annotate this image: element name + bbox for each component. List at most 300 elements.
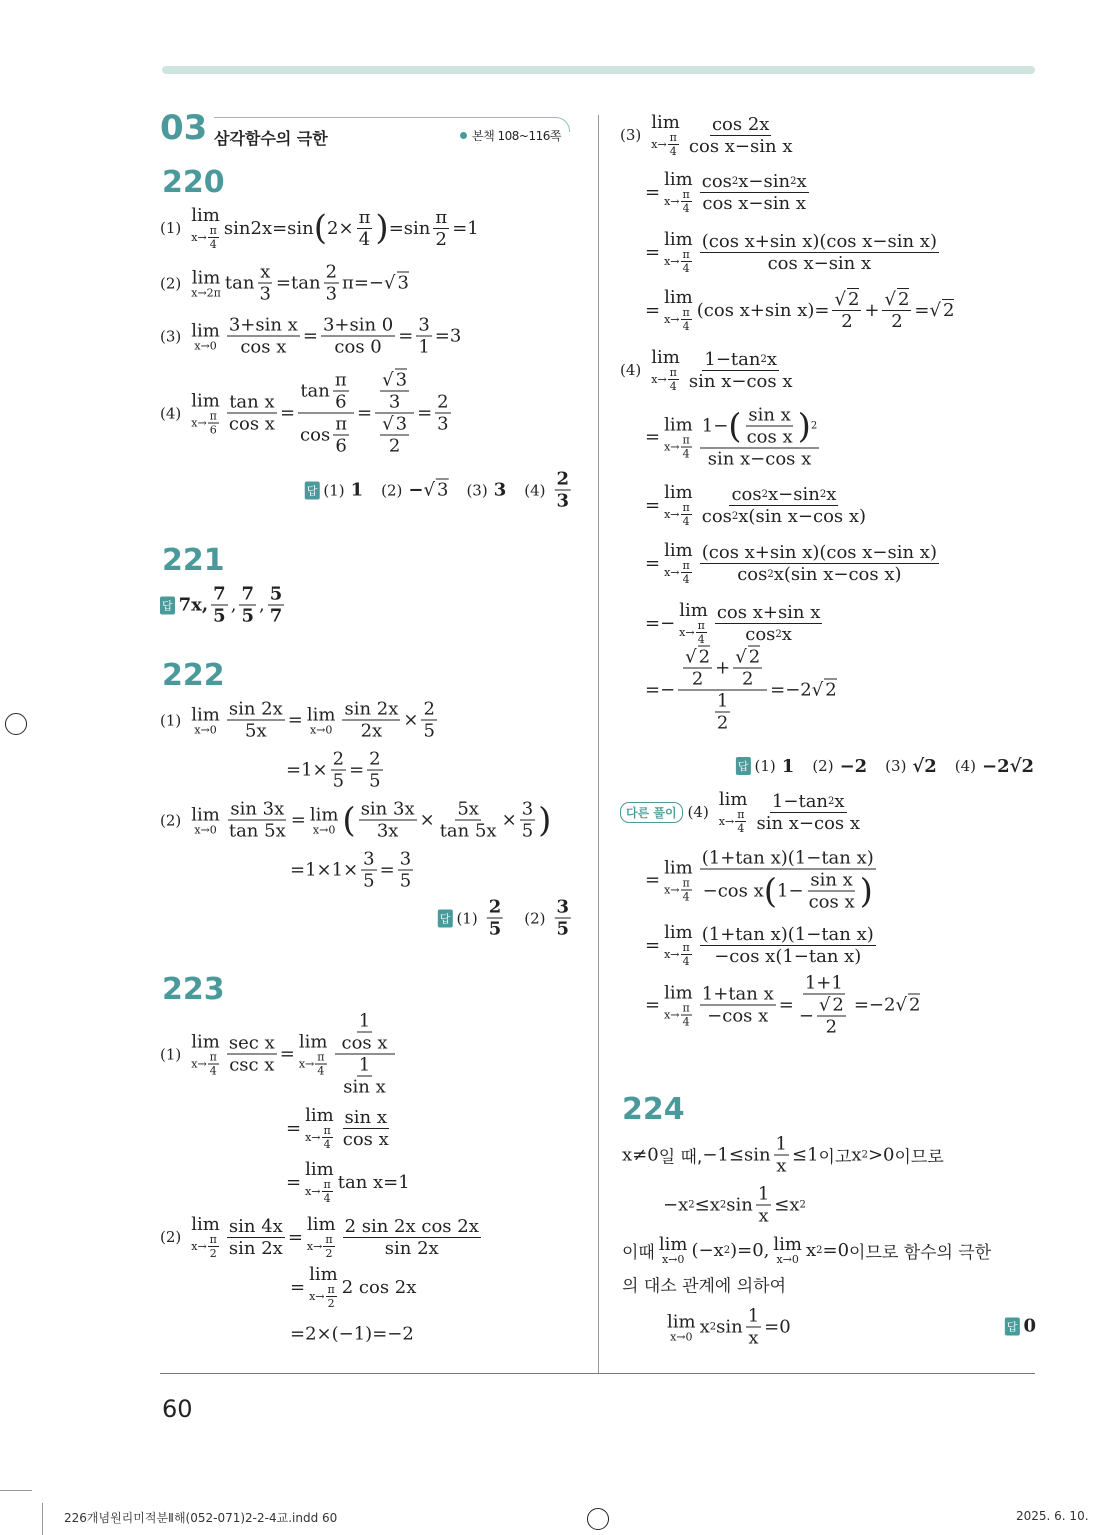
answer-line	[1005, 1316, 1036, 1337]
numerator	[678, 647, 767, 691]
math-text: x→	[651, 138, 667, 151]
equation	[622, 1134, 944, 1177]
lim-word: lim	[309, 1264, 338, 1285]
lim-word: lim	[664, 169, 693, 190]
bold-answer: −2√2	[982, 755, 1034, 777]
numerator	[322, 1178, 333, 1192]
math-text: 2	[423, 698, 435, 720]
footer-filename: 226개념원리미적분Ⅱ해(052-071)2-2-4교.indd 60	[64, 1511, 338, 1525]
denominator	[361, 871, 376, 892]
part-label: (2)	[160, 1228, 182, 1246]
math-text: cos x	[746, 426, 793, 448]
lim-word: lim	[664, 857, 693, 878]
limit-subscript	[194, 823, 216, 836]
numerator	[268, 584, 285, 606]
numerator	[322, 1124, 333, 1138]
numerator	[681, 306, 692, 320]
superscript: 2	[810, 420, 818, 432]
fraction	[681, 1001, 692, 1028]
math-text: (−x	[691, 1239, 724, 1261]
limit	[651, 347, 680, 393]
fraction	[700, 848, 876, 913]
fraction	[807, 870, 857, 913]
korean-text: 일 때,	[658, 1147, 703, 1168]
numerator	[729, 484, 838, 506]
lim-word: lim	[191, 205, 220, 226]
numerator	[681, 501, 692, 515]
math-text: cos	[701, 505, 732, 527]
limit	[664, 169, 693, 215]
numerator	[359, 799, 417, 821]
math-text: 6	[209, 423, 217, 436]
bold-answer: 3	[556, 896, 569, 918]
radical-sign: √	[382, 369, 394, 391]
equation	[645, 848, 879, 913]
equation	[286, 1159, 410, 1205]
part-label: (4)	[524, 481, 546, 499]
numerator	[326, 1283, 337, 1297]
part-label: (2)	[524, 909, 546, 927]
math-text: =0	[764, 1316, 791, 1338]
numerator	[208, 409, 219, 423]
math-text: x	[796, 170, 807, 192]
math-text: 4	[682, 447, 690, 460]
bold-answer: 0	[1023, 1315, 1036, 1337]
equation	[622, 1272, 786, 1297]
denominator	[839, 311, 854, 332]
math-text: x→	[664, 883, 680, 896]
bullet-icon	[460, 132, 467, 139]
limit-subscript	[664, 501, 693, 528]
math-text: 4	[323, 1138, 331, 1151]
chapter-number: 03	[160, 108, 208, 148]
math-text: csc x	[229, 1054, 275, 1076]
bold-answer: 1	[781, 755, 795, 777]
numerator	[803, 973, 845, 995]
part-label: (1)	[754, 757, 776, 775]
math-text: sin	[726, 1194, 753, 1216]
denominator	[341, 1129, 391, 1150]
fraction	[715, 691, 730, 734]
denominator	[668, 145, 679, 158]
denominator	[315, 1064, 326, 1077]
math-text: =	[645, 552, 661, 574]
fraction	[380, 414, 409, 457]
denominator	[387, 392, 402, 413]
math-text: −	[798, 1005, 814, 1027]
lim-word: lim	[664, 287, 693, 308]
superscript: 2	[790, 175, 797, 187]
lim-word: lim	[191, 390, 220, 411]
bold-answer: 2	[556, 468, 569, 490]
answer-badge: 답	[1005, 1317, 1020, 1335]
limit	[191, 205, 220, 251]
numerator	[375, 370, 414, 414]
denominator	[701, 870, 875, 913]
numerator	[487, 897, 504, 919]
math-text: 4	[737, 822, 745, 835]
answer-line	[736, 753, 1034, 779]
math-text: π	[682, 433, 690, 446]
fraction	[681, 941, 692, 968]
footer-date: 2025. 6. 10.	[1016, 1509, 1089, 1523]
math-text: x→	[664, 948, 680, 961]
denominator	[227, 414, 277, 435]
math-text: 1−tan	[771, 790, 829, 812]
math-text: x	[758, 1205, 769, 1227]
fraction	[554, 469, 571, 512]
math-text	[506, 905, 524, 931]
numerator	[700, 848, 876, 870]
lim-word: lim	[305, 1159, 334, 1180]
textbook-reference	[460, 127, 561, 144]
numerator	[380, 370, 409, 392]
math-text: x→	[191, 1057, 207, 1070]
math-text: =	[914, 299, 930, 321]
numerator	[357, 207, 373, 229]
denominator	[754, 813, 862, 834]
math-text: =1	[452, 217, 479, 239]
math-text: =	[357, 402, 373, 424]
math-text: 1	[418, 336, 430, 358]
math-text: cos x	[808, 891, 855, 913]
denominator	[416, 337, 431, 358]
numerator	[357, 1011, 372, 1033]
limit-subscript	[651, 131, 680, 158]
math-text: ×	[403, 709, 419, 731]
big-paren: (	[313, 208, 328, 248]
denominator	[520, 821, 535, 842]
math-text: 3	[521, 798, 534, 820]
denominator	[387, 436, 402, 457]
denominator	[774, 1156, 788, 1177]
denominator	[756, 1206, 770, 1227]
math-text: x(sin x−cos x)	[738, 505, 867, 527]
superscript: 2	[760, 353, 767, 365]
math-text: (cos x+sin x)(cos x−sin x)	[701, 230, 937, 252]
fraction	[227, 1216, 285, 1259]
denominator	[554, 491, 571, 512]
radical-sign: √	[384, 272, 396, 294]
math-text: 5	[399, 870, 412, 892]
equation	[645, 540, 942, 586]
radical-sign: √	[735, 646, 747, 668]
math-text: sin	[716, 1316, 743, 1338]
limit	[664, 857, 693, 903]
limit-subscript	[307, 1233, 336, 1260]
bold-answer: √2	[912, 755, 937, 777]
numerator	[208, 1050, 219, 1064]
denominator	[341, 1077, 387, 1098]
denominator	[746, 1328, 760, 1349]
fraction	[756, 1184, 771, 1227]
square-root	[735, 647, 760, 668]
part-label: (3)	[466, 481, 488, 499]
numerator	[681, 559, 692, 573]
fraction	[380, 370, 409, 413]
lim-word: lim	[658, 1234, 688, 1255]
radicand: 3	[395, 369, 408, 391]
math-text: 4	[682, 1015, 690, 1028]
math-text: cos x	[341, 1032, 388, 1054]
fraction	[315, 1050, 326, 1077]
fraction	[435, 392, 450, 435]
bold-answer: 7	[213, 583, 226, 605]
part-label: (1)	[160, 711, 182, 729]
math-text: −x	[663, 1194, 689, 1216]
numerator	[367, 749, 382, 771]
math-text: 1	[358, 1054, 371, 1076]
numerator	[211, 584, 228, 606]
math-text: =	[287, 1226, 303, 1248]
lim-word: lim	[191, 1214, 220, 1235]
radicand: 2	[825, 679, 837, 701]
denominator	[359, 721, 385, 742]
math-text: =−2	[770, 679, 812, 701]
superscript: 2	[719, 1199, 727, 1211]
math-text: =−2	[853, 994, 896, 1016]
superscript: 2	[709, 1321, 717, 1333]
fraction	[700, 231, 939, 274]
limit	[191, 1031, 220, 1077]
math-text: 3+sin x	[228, 314, 298, 336]
fraction	[321, 315, 395, 358]
fraction	[208, 409, 219, 436]
denominator	[696, 633, 707, 646]
fraction	[520, 799, 535, 842]
fraction	[700, 484, 868, 527]
denominator	[227, 821, 288, 842]
equation	[645, 229, 942, 275]
superscript: 2	[861, 1149, 868, 1161]
limit	[310, 804, 339, 836]
denominator	[239, 606, 256, 627]
denominator	[889, 311, 904, 332]
numerator	[715, 691, 730, 713]
math-text: sin 3x	[360, 798, 415, 820]
math-text: x→	[309, 1290, 325, 1303]
radicand: 2	[897, 288, 910, 310]
fraction	[683, 647, 712, 690]
part-label: (2)	[160, 274, 182, 292]
denominator	[690, 669, 705, 690]
bold-answer: 1	[350, 479, 364, 501]
page-number: 60	[162, 1395, 193, 1423]
equation	[160, 799, 551, 842]
fraction	[398, 849, 413, 892]
korean-text: 이므로 함수의 극한	[849, 1242, 992, 1263]
math-text: 5	[332, 770, 345, 792]
denominator	[243, 721, 269, 742]
limit-subscript	[664, 1001, 693, 1028]
fraction	[681, 501, 692, 528]
lim-word: lim	[773, 1234, 802, 1255]
numerator	[756, 1184, 771, 1206]
math-text: 2	[325, 1247, 333, 1260]
math-text: 3	[325, 283, 338, 305]
fraction	[322, 1124, 333, 1151]
math-text: cos x	[228, 413, 275, 435]
math-text: 4	[682, 320, 690, 333]
math-text: 3x	[376, 820, 399, 842]
numerator	[227, 1216, 285, 1238]
numerator	[227, 699, 285, 721]
math-text: π	[669, 131, 677, 144]
fraction	[797, 973, 851, 1038]
math-text: >0	[867, 1144, 895, 1166]
limit-subscript	[191, 409, 220, 436]
math-text: cos x	[240, 336, 287, 358]
numerator	[208, 1233, 219, 1247]
math-text: 2	[369, 748, 381, 770]
part-label: (2)	[160, 811, 182, 829]
math-text: x→	[305, 1185, 321, 1198]
math-text: tan 5x	[228, 820, 286, 842]
radicand: 3	[395, 413, 408, 435]
problem-number-222: 222	[162, 658, 225, 693]
numerator	[681, 876, 692, 890]
math-text: sin x	[748, 404, 791, 426]
math-text: π	[209, 1050, 217, 1063]
denominator	[357, 229, 372, 250]
denominator	[227, 1238, 285, 1259]
math-text: π=−	[342, 272, 385, 294]
part-label: (4)	[160, 404, 182, 422]
superscript: 2	[723, 1244, 731, 1256]
math-text: x→0	[312, 823, 336, 836]
limit	[664, 540, 693, 586]
math-text: −1≤sin	[702, 1144, 771, 1166]
lim-word: lim	[191, 804, 220, 825]
fraction	[700, 924, 876, 967]
denominator	[681, 573, 692, 586]
math-text: π	[737, 808, 745, 821]
fraction	[774, 1134, 789, 1177]
numerator	[333, 414, 349, 436]
fraction	[208, 224, 219, 251]
denominator	[681, 890, 692, 903]
fraction	[208, 1050, 219, 1077]
equation	[160, 1214, 484, 1260]
answer-badge: 답	[305, 481, 320, 499]
math-text: 1+1	[804, 972, 843, 994]
math-text: cos 0	[334, 336, 382, 358]
math-text: 1−tan	[704, 348, 761, 370]
denominator	[336, 1055, 392, 1098]
math-text	[363, 477, 381, 503]
part-label: (1)	[160, 1045, 182, 1063]
equation	[645, 405, 822, 470]
fraction	[333, 414, 349, 457]
lim-word: lim	[298, 1031, 328, 1052]
bold-answer: −2	[839, 755, 868, 777]
superscript: 2	[688, 1199, 695, 1211]
answer-line	[438, 897, 574, 940]
fraction	[681, 559, 692, 586]
denominator	[421, 721, 436, 742]
math-text: 4	[682, 202, 690, 215]
math-text: x→0	[776, 1253, 799, 1266]
denominator	[298, 414, 354, 457]
radicand: 2	[943, 299, 955, 321]
big-paren: (	[728, 406, 742, 446]
math-text: x→	[664, 566, 680, 579]
fraction	[681, 248, 692, 275]
math-text: 2	[437, 391, 449, 413]
denominator	[435, 414, 450, 435]
fraction	[343, 1216, 481, 1259]
math-text: x−sin	[767, 483, 820, 505]
math-text: =	[279, 1043, 295, 1065]
math-text: cos 2x	[711, 113, 770, 135]
fraction	[700, 405, 819, 470]
math-text: x	[776, 1155, 787, 1177]
fraction	[733, 647, 762, 690]
math-text	[506, 477, 524, 503]
fraction	[746, 1306, 761, 1349]
math-text: =3	[434, 325, 462, 347]
limit	[191, 704, 220, 736]
top-bar	[162, 66, 1035, 74]
alternative-solution	[620, 789, 865, 835]
big-paren: )	[538, 800, 552, 840]
math-text: π	[325, 1233, 333, 1246]
fraction	[681, 306, 692, 333]
denominator	[824, 1017, 839, 1038]
square-root	[685, 647, 710, 668]
math-text: π	[682, 559, 690, 572]
math-text: x→	[664, 195, 680, 208]
big-paren: (	[763, 871, 778, 911]
limit	[664, 982, 693, 1028]
denominator	[554, 919, 571, 940]
math-text: π	[327, 1283, 335, 1296]
limit-subscript	[191, 286, 221, 299]
math-text: =	[286, 1117, 302, 1139]
bold-answer: 3	[493, 479, 507, 501]
equation	[645, 922, 879, 968]
superscript: 2	[799, 1199, 806, 1211]
denominator	[257, 284, 272, 305]
square-root	[895, 995, 920, 1016]
math-text: 1	[716, 690, 729, 712]
math-text: 1−	[701, 415, 729, 437]
math-text	[448, 477, 466, 503]
math-text: x→2π	[191, 286, 221, 299]
fraction	[227, 699, 285, 742]
limit-subscript	[670, 1330, 692, 1343]
math-text: x→0	[661, 1253, 685, 1266]
denominator	[268, 606, 285, 627]
math-text: =1×1×	[290, 859, 359, 881]
denominator	[375, 414, 414, 457]
fraction	[700, 984, 776, 1027]
math-text: 2	[841, 310, 853, 332]
math-text: 4	[682, 890, 690, 903]
alternative-badge: 다른 풀이	[620, 802, 683, 823]
numerator	[700, 542, 939, 564]
limit	[191, 804, 220, 836]
math-text: =	[645, 241, 661, 263]
equation	[663, 1306, 791, 1349]
numerator	[817, 995, 846, 1017]
math-text: sin x−cos x	[707, 448, 812, 470]
limit	[679, 600, 708, 646]
fraction	[681, 433, 692, 460]
limit-subscript	[719, 808, 748, 835]
math-text: x≠0	[622, 1144, 659, 1166]
math-text: =sin	[388, 217, 431, 239]
